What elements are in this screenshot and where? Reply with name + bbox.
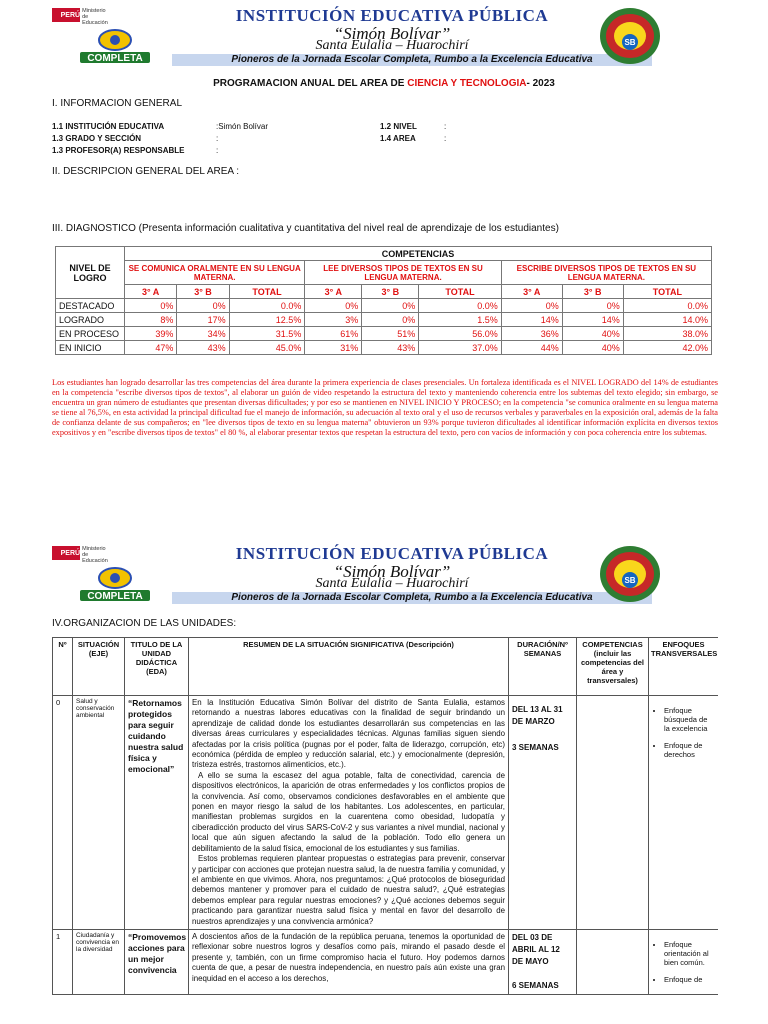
col-n: Nº (53, 638, 73, 696)
section-4-heading: IV.ORGANIZACION DE LAS UNIDADES: (52, 618, 237, 629)
col-enfoques: ENFOQUES TRANSVERSALES (649, 638, 719, 696)
document-title: PROGRAMACION ANUAL DEL AREA DE CIENCIA Y TECNOLOGIA- 2023 (213, 78, 555, 89)
subcol: 3° B (362, 285, 419, 299)
table-row: 1 Ciudadanía y convivencia en la diversidad “Promovemos acciones para un mejor convivencia A doscientos años de la fundación de la república peruana, tenemos la oportunidad de reflexionar sobre nuestros logros y desafíos como país, mirando el pasado desde el presente y, también, con un firme compromiso hacia el futuro. Hoy podemos darnos cuenta de que, a pesar de nuestra independencia, en nuestro país aún existe una gran inequidad en el acceso a los derechos, DEL 03 DE ABRIL AL 12 DE MAYO 6 SEMANAS • Enfoque orientación al bien común. • Enfoque de (53, 929, 719, 994)
subcol: 3° A (305, 285, 362, 299)
jec-logo-icon (72, 564, 158, 604)
competencies-header: COMPETENCIAS (125, 247, 712, 261)
units-table-wrap (52, 637, 718, 1024)
units-table (52, 637, 718, 995)
col-resumen: RESUMEN DE LA SITUACIÓN SIGNIFICATIVA (Descripción) (189, 638, 509, 696)
peru-label: PERÚ (61, 8, 80, 22)
section-3-heading: III. DIAGNOSTICO (Presenta información cualitativa y cuantitativa del nivel real de aprendizaje de los estudiantes) (52, 223, 559, 234)
jec-logo-text: COMPLETA (87, 53, 143, 64)
diagnostic-paragraph: Los estudiantes han logrado desarrollar las tres competencias del área durante la primera experiencia de clases presenciales. Un fortaleza identificada es el NIVEL LOGRADO del 14% de estudiantes en la competencia "escribe diversos tipos de textos", al elaborar un guión de video respetando la estructura del texto y manteniendo coherencia entre los subtemas del texto elegido; sin embargo, se encuentra un gran número de estudiantes que presentan diversas dificultades; y por eso se mantienen en NIVEL INICIO Y PROCESO; en la competencia "se comunica oralmente en su lengua materna se tiene al 76,5%, en esta actividad la principal dificultad fue el manejo de información, su adecuación al texto oral y el uso de recursos verbales y paraverbales en la exposición oral, además de la falta de confianza delante de sus compañeros; en "lee diversos tipos de texto en su lengua materna" obtuvieron un 93% porque tuvieron dificultades al identificar información explícita en diversos textos expositivos y en "escribe diversos tipos de textos" el 80 %, al elaborar presentar textos que respetan la estructura del texto, pero con vacíos de información y con poca coherencia entre los subtemas. (52, 378, 718, 437)
institution-title: INSTITUCIÓN EDUCATIVA PÚBLICA (235, 6, 549, 25)
school-seal-icon (598, 6, 662, 66)
subcol: TOTAL (419, 285, 501, 299)
competency-write: ESCRIBE DIVERSOS TIPOS DE TEXTOS EN SU LENGUA MATERNA. (501, 261, 711, 285)
school-name: “Simón Bolívar” (333, 562, 451, 581)
table-row: EN INICIO 47% 43% 45.0% 31% 43% 37.0% 44% 40% 42.0% (56, 341, 712, 355)
table-row: 0 Salud y conservación ambiental “Retornamos protegidos para seguir cuidando nuestra salud física y emocional” En la Institución Educativa Simón Bolívar del distrito de Santa Eulalia, estamos retornando a nuestras labores educativas con la finalidad de seguir brindando un aprendizaje de calidad donde los estudiantes desarrollarán sus competencias en las diversas áreas curriculares y especialidades técnicas. Algunas familias siguen siendo afectadas por la crisis política (pugnas por el poder, falta de liderazgo, corrupción, etc) económica (pérdida de empleo y reducción salarial, etc.) y emocionalmente (depresión, tristeza estrés, trastornos alimenticios, etc.). A ello se suma la escasez del agua potable, falta de conectividad, carencia de dispositivos electrónicos, la aparición de otras enfermedades y los conflictos propios de la convivencia. Así como, observamos condiciones desfavorables en el ambiente que ponen en mayor riesgo la salud de los habitantes. Los adolescentes, en particular, manifiestan problemas surgidos en la cuarentena como obesidad, ludopatía y ciberadicción producto del virus SARS-CoV-2 y sus variantes a nivel mundial, nacional y local que aún siguen afectando la salud de la población. Todo ello genera un debilitamiento de la salud física, emocional de los estudiantes y sus familias. Estos problemas requieren plantear propuestas o estrategias para prevenir, conservar y participar con acciones que protejan nuestra salud, la de nuestra familia y comunidad, y el ambiente en que vivimos. Ahora, nos preguntamos: ¿Qué protocolos de bioseguridad debemos mantener y promover para el cuidado de nuestra salud?, ¿Qué estrategias debemos emplear para regular nuestras emociones? y ¿Qué acciones debemos seguir practicando para garantizar nuestra salud física y mental en favor del desarrollo de nuestros aprendizajes y una convivencia armónica? DEL 13 AL 31 DE MARZO 3 SEMANAS • Enfoque búsqueda de la excelencia • Enfoque de derechos (53, 696, 719, 930)
table-row: DESTACADO 0% 0% 0.0% 0% 0% 0.0% 0% 0% 0.0% (56, 299, 712, 313)
seal-text: SB (624, 576, 636, 585)
table-row: EN PROCESO 39% 34% 31.5% 61% 51% 56.0% 36% 40% 38.0% (56, 327, 712, 341)
section-2-heading: II. DESCRIPCION GENERAL DEL AREA : (52, 166, 240, 177)
subcol: 3° B (177, 285, 229, 299)
col-competencias: COMPETENCIAS (incluir las competencias del área y transversales) (577, 638, 649, 696)
page-header-2 (52, 544, 722, 606)
school-motto: Pioneros de la Jornada Escolar Completa, Rumbo a la Excelencia Educativa (172, 592, 652, 604)
subcol: 3° A (125, 285, 177, 299)
ministry-label: Ministerio de Educación (82, 8, 108, 26)
seal-text: SB (624, 38, 636, 47)
list-item: • Enfoque orientación al bien común. (664, 940, 715, 967)
general-info: 1.1 INSTITUCIÓN EDUCATIVA :Simón Bolívar 1.2 NIVEL : 1.3 GRADO Y SECCIÓN : 1.4 AREA : 1.3 PROFESOR(A) RESPONSABLE : (52, 122, 447, 155)
col-situacion: SITUACIÓN (EJE) (73, 638, 125, 696)
subcol: 3° A (501, 285, 562, 299)
school-name: “Simón Bolívar” (333, 24, 451, 43)
diagnostic-table (55, 246, 712, 355)
peru-label: PERÚ (61, 546, 80, 560)
competency-oral: SE COMUNICA ORALMENTE EN SU LENGUA MATERNA. (125, 261, 305, 285)
subcol: TOTAL (229, 285, 305, 299)
school-location: Santa Eulalia – Huarochirí (315, 576, 469, 591)
competency-read: LEE DIVERSOS TIPOS DE TEXTOS EN SU LENGUA MATERNA. (305, 261, 501, 285)
table-row: LOGRADO 8% 17% 12.5% 3% 0% 1.5% 14% 14% 14.0% (56, 313, 712, 327)
subcol: 3° B (562, 285, 623, 299)
peru-flag-icon (52, 546, 61, 560)
list-item: • Enfoque de derechos (664, 741, 715, 759)
col-titulo: TITULO DE LA UNIDAD DIDÁCTICA (EDA) (125, 638, 189, 696)
jec-logo-icon (72, 26, 158, 66)
institution-title: INSTITUCIÓN EDUCATIVA PÚBLICA (235, 544, 549, 563)
ministry-label: Ministerio de Educación (82, 546, 108, 564)
peru-minedu-logo (52, 546, 110, 564)
page-header (52, 6, 722, 68)
section-1-heading: I. INFORMACION GENERAL (52, 98, 183, 109)
peru-minedu-logo (52, 8, 110, 26)
list-item: • Enfoque de (664, 975, 715, 984)
subcol: TOTAL (623, 285, 711, 299)
list-item: • Enfoque búsqueda de la excelencia (664, 706, 715, 733)
jec-logo-text: COMPLETA (87, 591, 143, 602)
peru-flag-icon (52, 8, 61, 22)
col-duracion: DURACIÓN/Nº SEMANAS (509, 638, 577, 696)
school-seal-icon (598, 544, 662, 604)
level-header: NIVEL DE LOGRO (56, 247, 125, 299)
school-location: Santa Eulalia – Huarochirí (315, 38, 469, 53)
school-motto: Pioneros de la Jornada Escolar Completa, Rumbo a la Excelencia Educativa (172, 54, 652, 66)
